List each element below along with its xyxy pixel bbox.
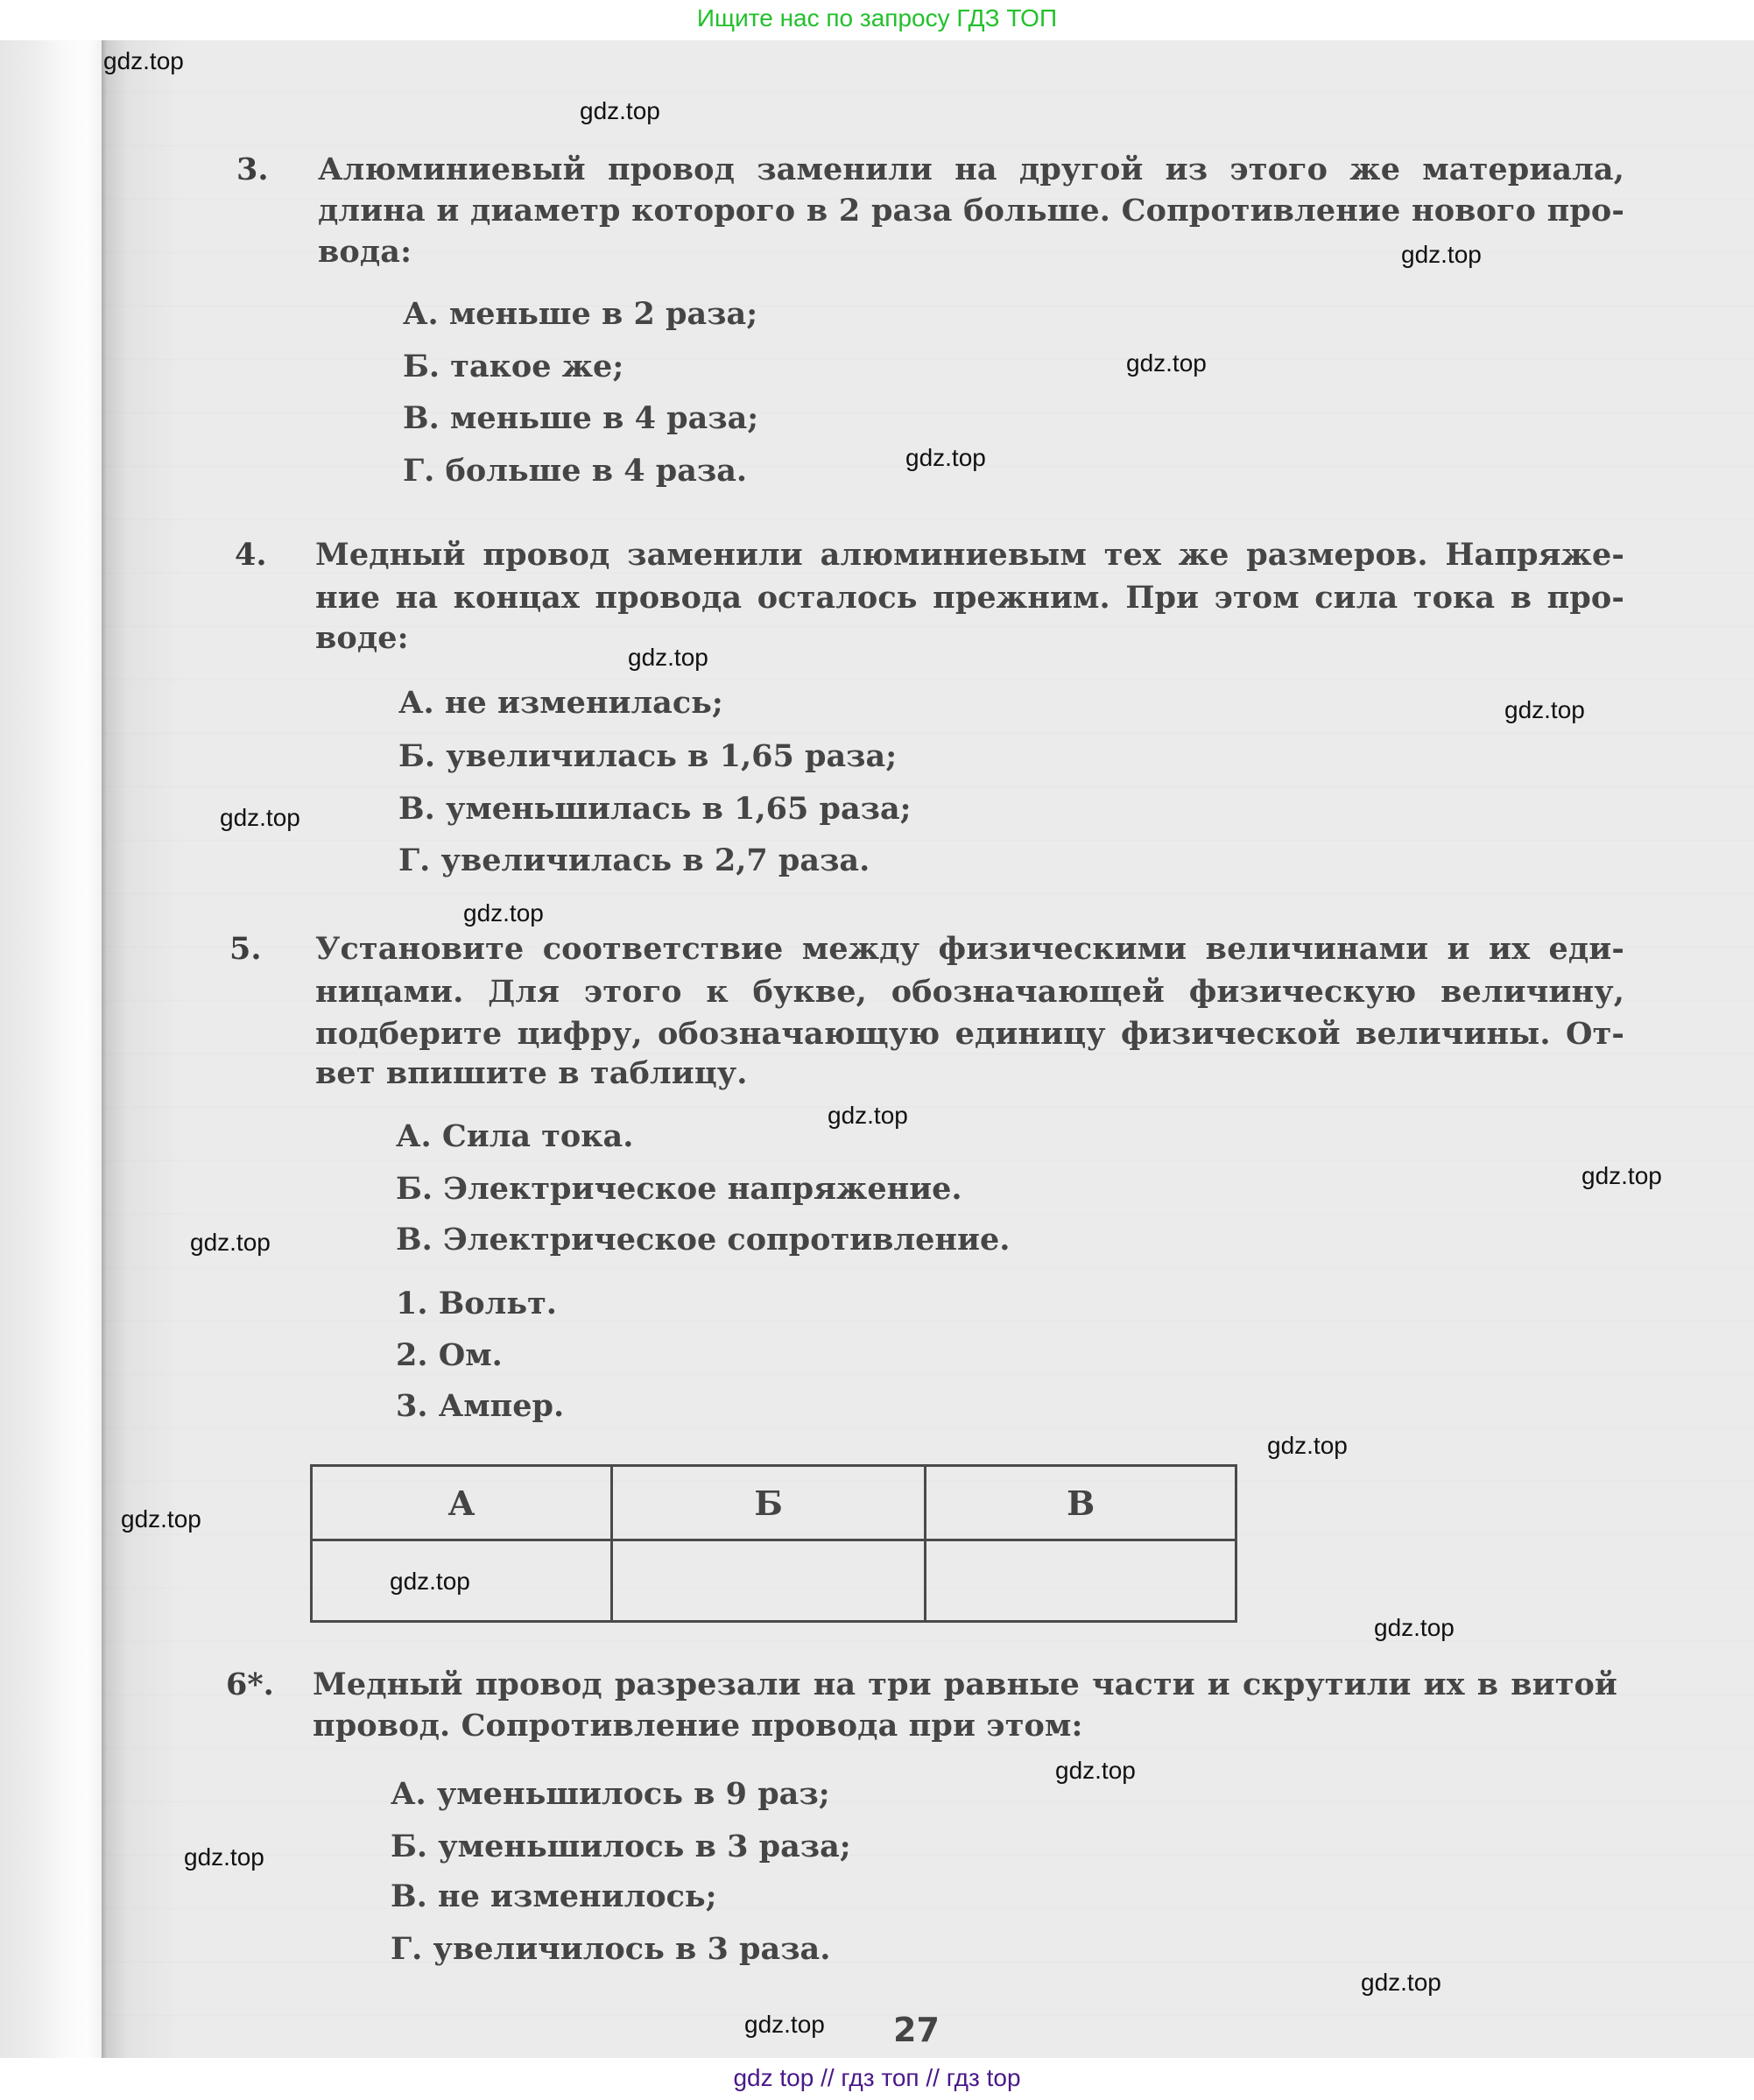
question-3-option-a: А. меньше в 2 раза; bbox=[403, 296, 758, 332]
question-6-option-v: В. не изменилось; bbox=[391, 1878, 717, 1914]
question-3-option-v: В. меньше в 4 раза; bbox=[403, 400, 759, 436]
watermark: gdz.top bbox=[390, 1568, 470, 1595]
answer-cell-b[interactable] bbox=[611, 1540, 925, 1622]
question-4-number: 4. bbox=[235, 537, 267, 573]
watermark: gdz.top bbox=[628, 644, 708, 671]
watermark: gdz.top bbox=[828, 1102, 908, 1129]
question-5-line-1: Установите соответствие между физическими величинами и их еди- bbox=[315, 931, 1624, 967]
site-footer bbox=[0, 2058, 1754, 2100]
question-3-line-3: вода: bbox=[318, 234, 412, 270]
question-4-option-v: В. уменьшилась в 1,65 раза; bbox=[398, 791, 912, 827]
question-3-option-b: Б. такое же; bbox=[403, 349, 624, 384]
question-5-unit-2: 2. Ом. bbox=[396, 1337, 503, 1373]
watermark: gdz.top bbox=[190, 1229, 271, 1256]
question-5-line-3: подберите цифру, обозначающую единицу физической величины. От- bbox=[315, 1016, 1624, 1052]
question-6-number: 6*. bbox=[226, 1667, 274, 1702]
watermark: gdz.top bbox=[463, 899, 544, 927]
question-6-line-2: провод. Сопротивление провода при этом: bbox=[313, 1708, 1083, 1744]
banner-text: Ищите нас по запросу ГДЗ ТОП bbox=[696, 4, 1058, 32]
question-4-option-a: А. не изменилась; bbox=[398, 685, 723, 721]
page-number: 27 bbox=[893, 2011, 940, 2049]
watermark: gdz.top bbox=[1374, 1614, 1455, 1641]
question-3-option-g: Г. больше в 4 раза. bbox=[403, 453, 748, 489]
footer-text: gdz top // гдз топ // гдз top bbox=[733, 2064, 1021, 2091]
question-5-number: 5. bbox=[229, 931, 262, 967]
answer-table-header-a: А bbox=[312, 1466, 612, 1540]
watermark: gdz.top bbox=[184, 1843, 264, 1871]
watermark: gdz.top bbox=[103, 47, 184, 74]
site-banner bbox=[0, 0, 1754, 40]
watermark: gdz.top bbox=[220, 804, 300, 831]
question-3-line-1: Алюминиевый провод заменили на другой из этого же материала, bbox=[318, 152, 1624, 187]
answer-cell-v[interactable] bbox=[926, 1540, 1236, 1622]
question-4-line-2: ние на концах провода осталось прежним. При этом сила тока в про- bbox=[315, 580, 1624, 616]
question-6-line-1: Медный провод разрезали на три равные части и скрутили их в витой bbox=[313, 1667, 1617, 1702]
question-5-option-v: В. Электрическое сопротивление. bbox=[396, 1222, 1011, 1258]
watermark: gdz.top bbox=[1504, 696, 1585, 723]
watermark: gdz.top bbox=[1055, 1757, 1136, 1784]
question-5-unit-3: 3. Ампер. bbox=[396, 1388, 565, 1424]
watermark: gdz.top bbox=[580, 97, 660, 124]
question-5-option-a: А. Сила тока. bbox=[396, 1118, 634, 1154]
watermark: gdz.top bbox=[1401, 241, 1482, 268]
watermark: gdz.top bbox=[1126, 349, 1207, 377]
question-5-line-4: вет впишите в таблицу. bbox=[315, 1055, 748, 1091]
watermark: gdz.top bbox=[1361, 1969, 1441, 1996]
question-4-line-3: воде: bbox=[315, 620, 409, 656]
watermark: gdz.top bbox=[744, 2011, 825, 2038]
watermark: gdz.top bbox=[121, 1505, 201, 1533]
watermark: gdz.top bbox=[1581, 1162, 1662, 1189]
question-4-line-1: Медный провод заменили алюминиевым тех же размеров. Напряже- bbox=[315, 537, 1624, 573]
question-5-unit-1: 1. Вольт. bbox=[396, 1286, 557, 1321]
answer-table-header-v: В bbox=[926, 1466, 1236, 1540]
answer-table-header-row bbox=[312, 1466, 1236, 1540]
question-3-number: 3. bbox=[236, 152, 269, 187]
facing-page-edge bbox=[0, 40, 102, 2058]
question-6-option-b: Б. уменьшилось в 3 раза; bbox=[391, 1829, 851, 1864]
question-5-option-b: Б. Электрическое напряжение. bbox=[396, 1171, 962, 1207]
question-5-line-2: ницами. Для этого к букве, обозначающей физическую величину, bbox=[315, 974, 1624, 1010]
watermark: gdz.top bbox=[1267, 1432, 1348, 1459]
answer-table-header-b: Б bbox=[611, 1466, 925, 1540]
question-4-option-b: Б. увеличилась в 1,65 раза; bbox=[398, 738, 898, 774]
question-3-line-2: длина и диаметр которого в 2 раза больше. Сопротивление нового про- bbox=[318, 193, 1624, 229]
question-6-option-g: Г. увеличилось в 3 раза. bbox=[391, 1931, 831, 1967]
question-6-option-a: А. уменьшилось в 9 раз; bbox=[391, 1776, 830, 1812]
answer-table bbox=[310, 1464, 1237, 1623]
question-4-option-g: Г. увеличилась в 2,7 раза. bbox=[398, 842, 870, 878]
watermark: gdz.top bbox=[905, 444, 986, 471]
